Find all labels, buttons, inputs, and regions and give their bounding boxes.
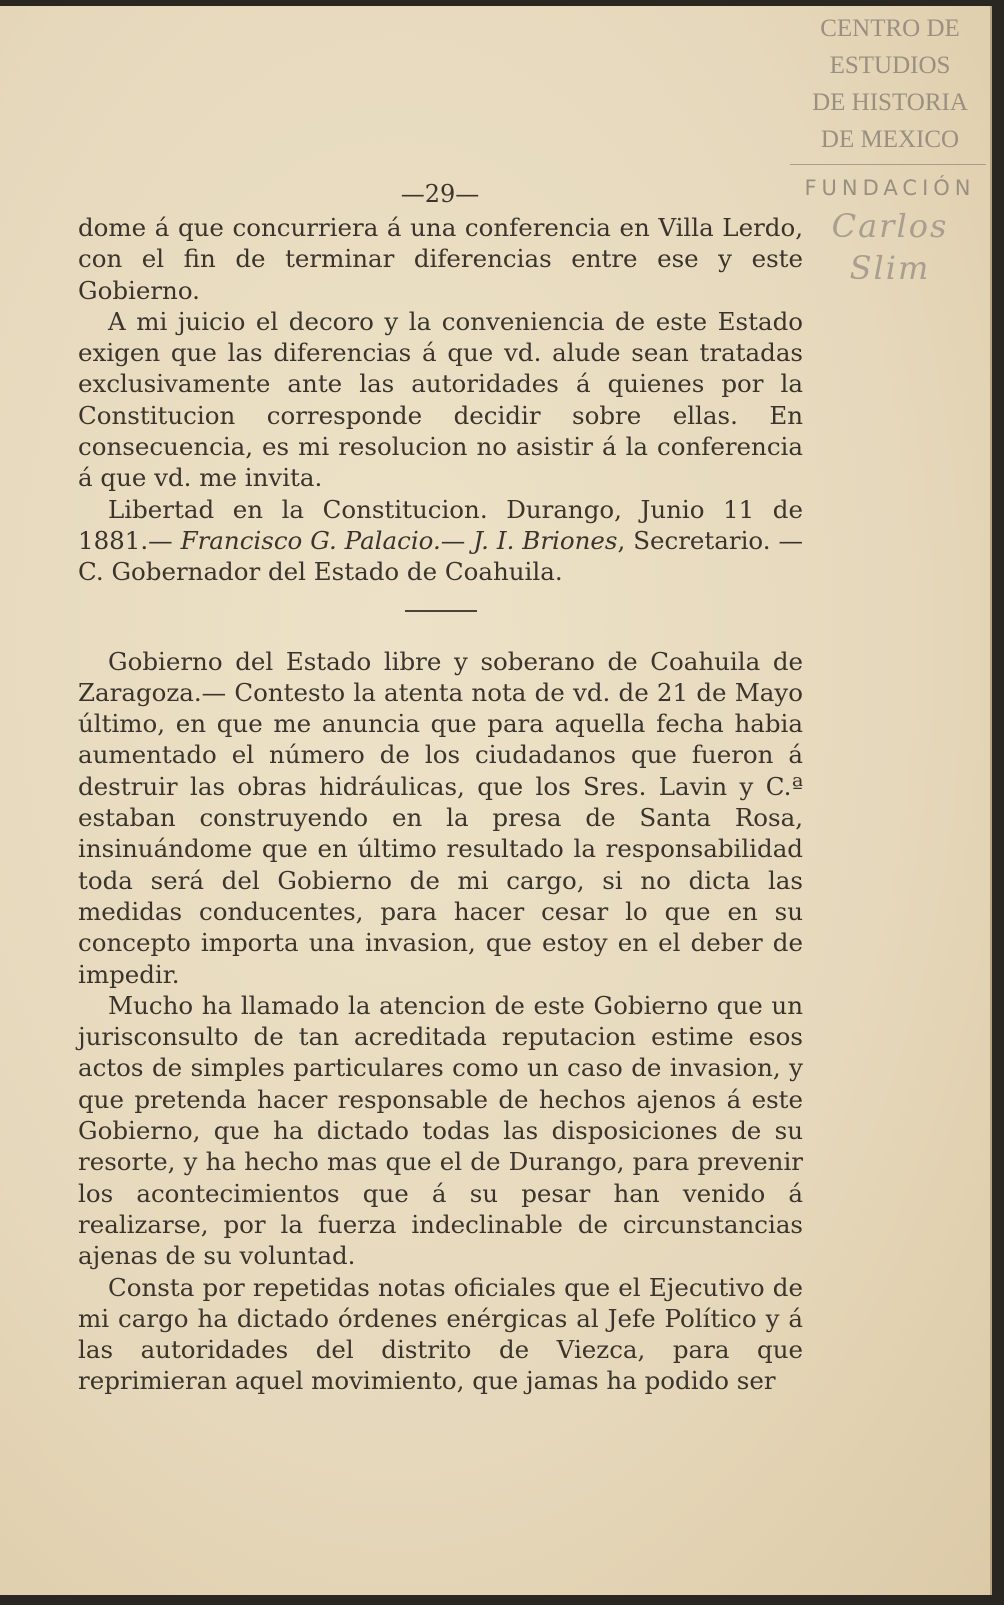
paragraph-3-dash: —: [440, 525, 474, 555]
stamp-line-4: DE MEXICO: [820, 126, 960, 153]
body-text: [78, 212, 803, 1397]
signature-briones: J. I. Briones: [473, 525, 618, 555]
signature-palacio: Francisco G. Palacio.: [180, 525, 441, 555]
document-page: [0, 6, 992, 1595]
paragraph-1: dome á que concurriera á una conferencia en Villa Lerdo, con el fin de terminar diferencias entre ese y este Gobierno.: [78, 213, 803, 305]
paragraph-3: [78, 494, 803, 588]
stamp-divider: [790, 164, 986, 165]
paragraph-3-text-b: , Secretario. — C. Gobernador del Estado de Coahuila.: [78, 525, 803, 587]
paragraph-5: Mucho ha llamado la atencion de este Gobierno que un jurisconsulto de tan acreditada reputacion estime esos actos de simples particulares como un caso de invasion, y que pretenda hacer responsable de hechos ajenos á este Gobierno, que ha dictado todas las disposiciones de su resorte, y ha hecho mas que el de Durango, para prevenir los acontecimientos que á su pesar han venido á realizarse, por la fuerza indeclinable de circunstancias ajenas de su voluntad.: [78, 990, 803, 1271]
stamp-line-1: CENTRO DE: [820, 15, 960, 42]
stamp-line-3: DE HISTORIA: [812, 89, 968, 116]
stamp-line-2: ESTUDIOS: [829, 52, 951, 79]
paragraph-2: A mi juicio el decoro y la conveniencia de este Estado exigen que las diferencias á que vd. alude sean tratadas exclusivamente ante las autoridades á quienes por la Constitucion corresponde decidir sobre ellas. En consecuencia, es mi resolucion no asistir á la conferencia á que vd. me invita.: [78, 306, 803, 493]
paragraph-6: Consta por repetidas notas oficiales que el Ejecutivo de mi cargo ha dictado órdenes enérgicas al Jefe Político y á las autoridades del distrito de Viezca, para que reprimieran aquel movimiento, que jamas ha podido ser: [78, 1272, 803, 1396]
stamp-fundacion: FUNDACIÓN: [804, 176, 976, 200]
paragraph-4: Gobierno del Estado libre y soberano de Coahuila de Zaragoza.— Contesto la atenta nota de vd. de 21 de Mayo último, en que me anuncia que para aquella fecha habia aumentado el número de los ciudadanos que fueron á destruir las obras hidráulicas, que los Sres. Lavin y C.ª estaban construyendo en la presa de Santa Rosa, insinuándome que en último resultado la responsabilidad toda será del Gobierno de mi cargo, si no dicta las medidas conducentes, para hacer cesar lo que en su concepto importa una invasion, que estoy en el deber de impedir.: [78, 646, 803, 989]
stamp-signature: Carlos Slim: [831, 207, 949, 287]
paragraph-3-text-a: Libertad en la Constitucion. Durango, Junio 11 de 1881.—: [78, 494, 803, 555]
section-divider: [405, 610, 477, 612]
page-number: —29—: [400, 180, 480, 208]
archive-stamp: [790, 10, 990, 287]
